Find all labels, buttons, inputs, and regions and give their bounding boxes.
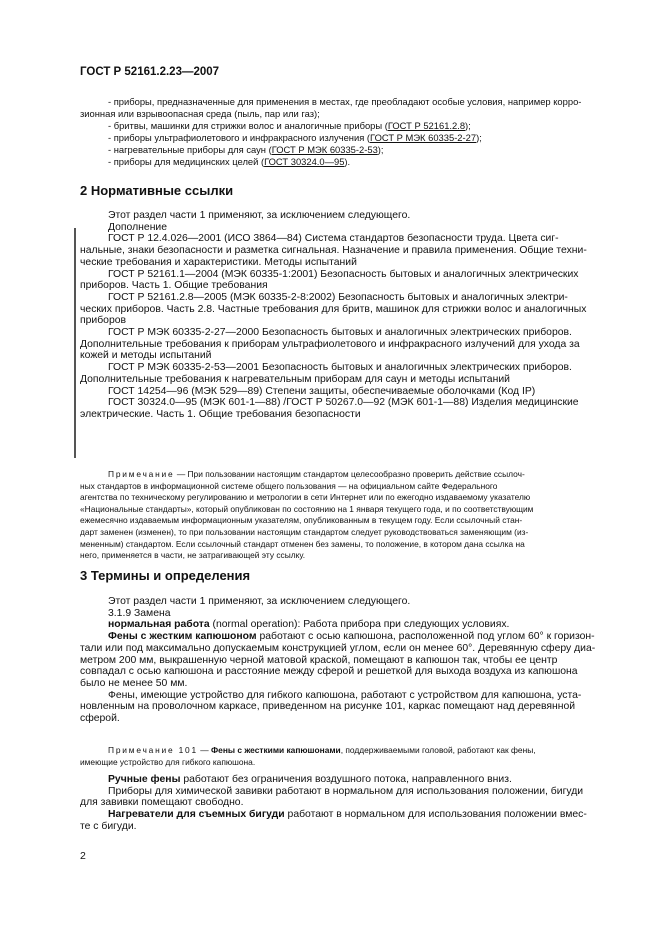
scope-item-1-line-2: зионная или взрывоопасная среда (пыль, пар или газ);	[80, 108, 320, 119]
scope-item-4-end: );	[377, 144, 384, 155]
page-number: 2	[80, 850, 86, 862]
para-2-line: сферой.	[80, 713, 120, 725]
section-2-heading: 2 Нормативные ссылки	[80, 183, 234, 198]
scope-item-4	[80, 144, 580, 156]
ref-line: ГОСТ 30324.0—95 (МЭК 601-1—88) /ГОСТ Р 50267.0—92 (МЭК 601-1—88) Изделия медицинские	[108, 397, 579, 409]
para-1-text: работают с осью капюшона, расположенной под углом 60° к горизон-	[256, 631, 595, 643]
para-5-line-2: те с бигуди.	[80, 820, 137, 832]
clause-title: 3.1.9 Замена	[108, 607, 171, 619]
note-101-term: Фены с жесткими капюшонами	[211, 745, 341, 755]
para-5-text: работают в нормальном для использования положении вмес-	[284, 809, 587, 821]
note-line: «Национальные стандарты», который опубликован по состоянию на 1 января текущего года, и по соответствующим	[80, 503, 534, 514]
term-text: (normal operation): Работа прибора при следующих условиях.	[209, 619, 510, 631]
scope-item-2-text: - бритвы, машинки для стрижки волос и аналогичные приборы (	[108, 120, 388, 131]
note-101	[80, 745, 615, 768]
ref-line: приборов	[80, 315, 127, 327]
scope-item-4-text: - нагревательные приборы для саун (	[108, 144, 272, 155]
para-2-line: Фены, имеющие устройство для гибкого капюшона, работают с устройством для капюшона, уста-	[108, 689, 582, 701]
para-2-line: новленным на проволочном каркасе, приведенном на рисунке 101, каркас помещают над деревянной	[80, 701, 576, 713]
scope-item-3-link[interactable]: ГОСТ Р МЭК 60335-2-27	[370, 132, 477, 143]
para-1-term: Фены с жестким капюшоном	[108, 631, 257, 643]
ref-line: ГОСТ Р 52161.1—2004 (МЭК 60335-1:2001) Безопасность бытовых и аналогичных электрических	[108, 268, 579, 280]
page-header-title: ГОСТ Р 52161.2.23—2007	[80, 66, 220, 78]
ref-line: электрические. Часть 1. Общие требования безопасности	[80, 408, 361, 420]
para-1-line: метром 200 мм, выкрашенную черной матовой краской, помещают в капюшон так, чтобы ее центр	[80, 654, 558, 666]
para-1-line: было не менее 50 мм.	[80, 677, 188, 689]
para-1-line: тали или под максимально допускаемым конструкцией углом, если он менее 60°. Деревянную сферу диа-	[80, 642, 596, 654]
note-text: — При пользовании настоящим стандартом целесообразно проверить действие ссылоч-	[176, 469, 525, 479]
note-line	[80, 469, 615, 481]
ref-line: нальные, знаки безопасности и разметка сигнальная. Назначение и правила применения. Общие техни-	[80, 245, 587, 257]
note-line: мененным) стандартом. Если ссылочный стандарт отменен без замены, то положение, в котором дана ссылка на	[80, 538, 525, 549]
scope-item-3-text: - приборы ультрафиолетового и инфракрасного излучения (	[108, 132, 371, 143]
ref-line: кожей и методы испытаний	[80, 350, 212, 362]
section-2-intro: Этот раздел части 1 применяют, за исключением следующего.	[108, 210, 411, 221]
para-3-term: Ручные фены	[108, 774, 181, 785]
scope-item-5-end: ).	[344, 156, 351, 167]
para-3	[80, 774, 615, 786]
note-101-line-2: имеющие устройство для гибкого капюшона.	[80, 756, 256, 767]
ref-line: ГОСТ Р МЭК 60335-2-53—2001 Безопасность бытовых и аналогичных электрических приборов.	[108, 362, 572, 374]
scope-item-5	[80, 156, 580, 168]
note-label: Примечание	[108, 469, 175, 479]
note-101-label: Примечание 101	[108, 745, 198, 755]
section-3-heading: 3 Термины и определения	[80, 568, 251, 583]
section-3-body	[80, 596, 615, 725]
note-101-line-1	[80, 745, 615, 757]
note-line: дарт заменен (изменен), то при пользовании настоящим стандартом следует руководствоваться заменяющим (из-	[80, 526, 529, 537]
scope-item-1-line-1: - приборы, предназначенные для применения в местах, где преобладают особые условия, например корро-	[108, 96, 582, 107]
para-5-line-1	[80, 809, 615, 821]
section-3-tail	[80, 774, 615, 833]
section-2-addition: Дополнение	[108, 221, 168, 233]
note-line: ежемесячно издаваемым информационным указателям, опубликованным в текущем году. Если ссылочный стан-	[80, 515, 523, 526]
para-5-term: Нагреватели для съемных бигуди	[108, 809, 285, 821]
change-bar	[74, 228, 76, 458]
note-line: него, применяется в части, не затрагивающей эту ссылку.	[80, 550, 306, 561]
ref-line: ческие требования и характеристики. Методы испытаний	[80, 256, 357, 268]
note-line: ных стандартов в информационной системе общего пользования — на официальном сайте Федерального	[80, 480, 498, 491]
section-3-intro: Этот раздел части 1 применяют, за исключением следующего.	[108, 596, 411, 607]
note-101-text: , поддерживаемыми головой, работают как фены,	[340, 745, 536, 755]
para-1-line-1	[80, 631, 615, 643]
scope-item-3-end: );	[476, 132, 482, 143]
scope-item-5-link[interactable]: ГОСТ 30324.0—95	[264, 156, 345, 167]
ref-line: ГОСТ Р 52161.2.8—2005 (МЭК 60335-2-8:2002) Безопасность бытовых и аналогичных электри-	[108, 291, 568, 303]
ref-line: Дополнительные требования к приборам ультрафиолетового и инфракрасного излучений для ухода за	[80, 338, 580, 350]
section-2-note	[80, 469, 615, 562]
term-name: нормальная работа	[108, 619, 210, 631]
scope-item-2-link[interactable]: ГОСТ Р 52161.2.8	[387, 120, 466, 131]
term-definition	[80, 619, 615, 631]
section-2-body	[80, 210, 615, 421]
ref-line: ческих приборов. Часть 2.8. Частные требования для бритв, машинок для стрижки волос и аналогичных	[80, 303, 587, 315]
scope-item-4-link[interactable]: ГОСТ Р МЭК 60335-2-53	[271, 144, 378, 155]
para-3-text: работают без ограничения воздушного потока, направленного вниз.	[180, 774, 512, 785]
scope-item-3	[80, 132, 580, 144]
scope-item-5-text: - приборы для медицинских целей (	[108, 156, 265, 167]
scope-item-2-end: );	[465, 120, 471, 131]
para-4-line: Приборы для химической завивки работают в нормальном для использования положении, бигуди	[108, 785, 584, 797]
scope-item-2	[80, 120, 580, 132]
ref-line: ГОСТ Р 12.4.026—2001 (ИСО 3864—84) Система стандартов безопасности труда. Цвета сиг-	[108, 233, 559, 245]
para-4-line: для завивки помещают свободно.	[80, 797, 244, 809]
note-101-dash: —	[197, 745, 212, 755]
ref-line: Дополнительные требования к нагревательным приборам для саун и методы испытаний	[80, 373, 510, 385]
ref-line: ГОСТ Р МЭК 60335-2-27—2000 Безопасность бытовых и аналогичных электрических приборов.	[108, 327, 572, 339]
ref-line: приборов. Часть 1. Общие требования	[80, 280, 268, 292]
scope-list	[80, 96, 580, 168]
ref-line: ГОСТ 14254—96 (МЭК 529—89) Степени защиты, обеспечиваемые оболочками (Код IP)	[108, 385, 536, 397]
para-1-line: совпадал с осью капюшона и расстояние между сферой и решеткой для выхода воздуха из капюшона	[80, 666, 578, 678]
note-line: агентства по техническому регулированию и метрологии в сети Интернет или по ежегодно издаваемому указателю	[80, 492, 531, 503]
